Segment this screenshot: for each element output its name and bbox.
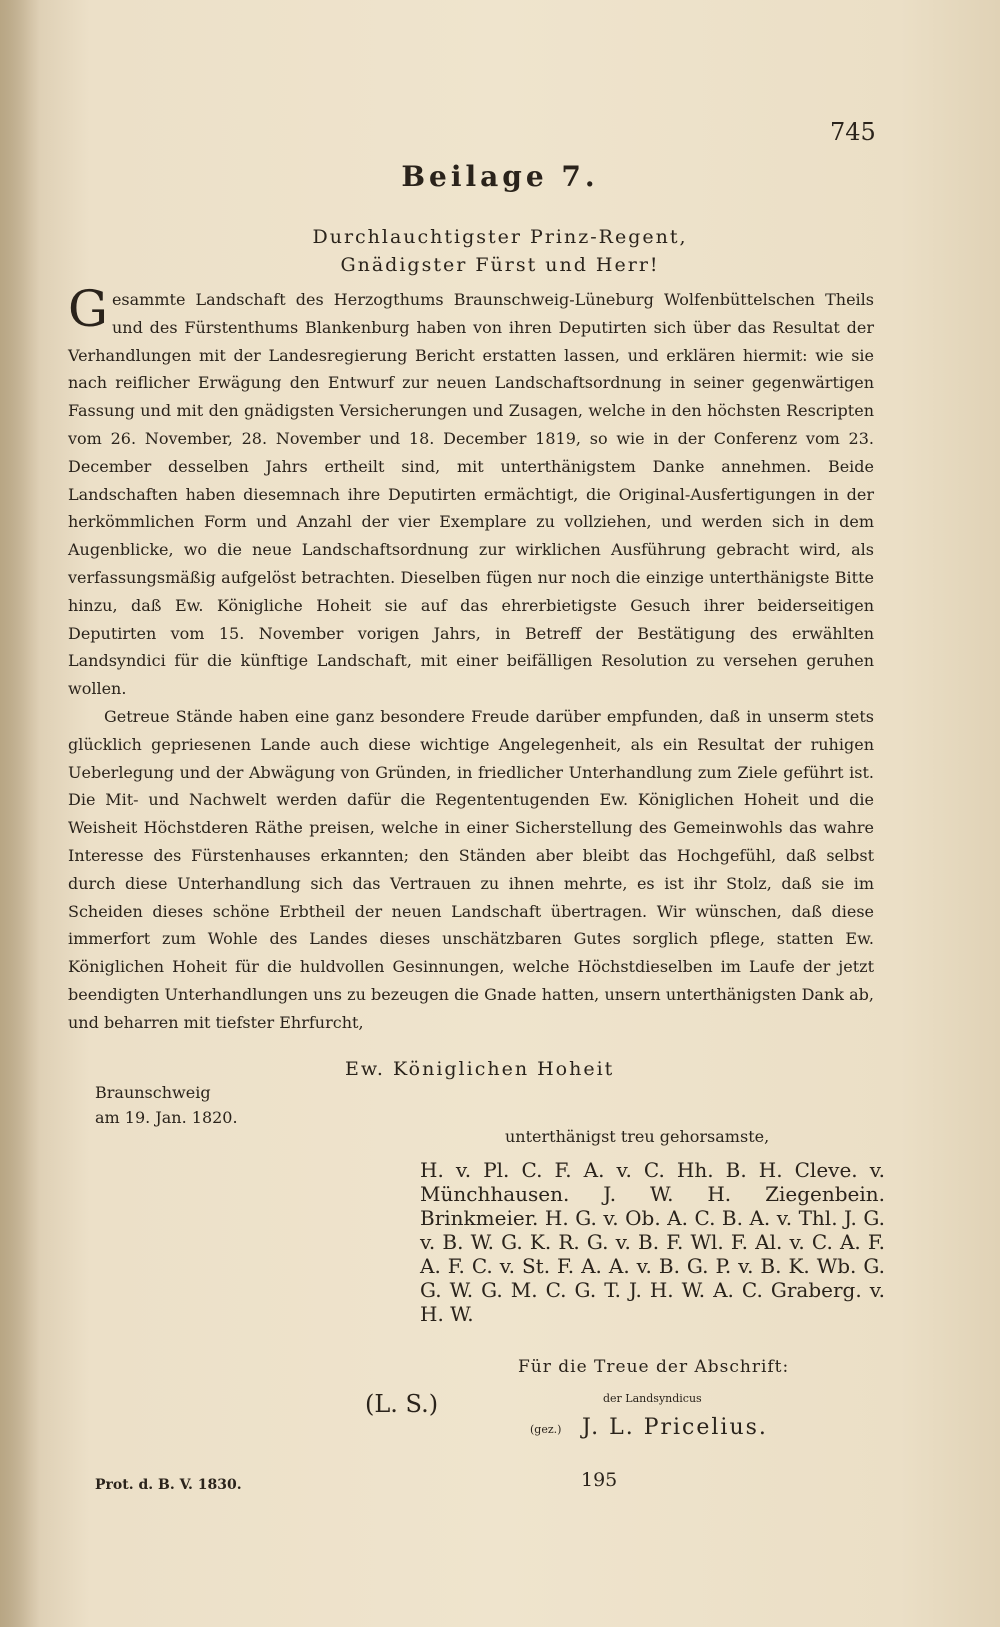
- drop-cap: G: [68, 280, 108, 338]
- signed-mark: (gez.): [530, 1423, 562, 1436]
- paragraph-2: Getreue Stände haben eine ganz besondere Freude darüber empfunden, daß in unserm stets glücklich gepriesenen Lande auch diese wichtige Angelegenheit, als ein Resultat der ruhigen Ueberlegung und der Abwägung von Gründen, in friedlicher Unterhandlung zum Ziele geführt ist. Die Mit- und Nachwelt werden dafür die Regententugenden Ew. Königlichen Hoheit und die Weisheit Höchstderen Räthe preisen, welche in einer Sicherstellung des Gemeinwohls das wahre Interesse des Fürstenhauses erkannten; den Ständen aber bleibt das Hochgefühl, daß selbst durch diese Unterhandlung sich das Vertrauen zu ihnen mehrte, es ist ihr Stolz, daß sie im Scheiden dieses schöne Erbtheil der neuen Landschaft übertragen. Wir wünschen, daß diese immerfort zum Wohle des Landes dieses unschätzbaren Gutes sorglich pflege, statten Ew. Königlichen Hoheit für die huldvollen Gesinnungen, welche Höchstdieselben im Laufe der jetzt beendigten Unterhandlungen uns zu bezeugen die Gnade hatten, unsern unterthänigsten Dank ab, und beharren mit tiefster Ehrfurcht,: [68, 706, 874, 1032]
- copy-certification: Für die Treue der Abschrift:: [518, 1357, 790, 1377]
- paragraph-1-text: esammte Landschaft des Herzogthums Braunschweig-Lüneburg Wolfenbüttelschen Theils und des Fürstenthums Blankenburg haben von ihren Deputirten sich über das Resultat der Verhandlungen mit der Landesregierung Bericht erstatten lassen, und erklären hiermit: wie sie nach reiflicher Erwägung den Entwurf zur neuen Landschaftsordnung in seiner gegenwärtigen Fassung und mit den gnädigsten Versicherungen und Zusagen, welche in den höchsten Rescripten vom 26. November, 28. November und 18. December 1819, so wie in der Conferenz vom 23. December desselben Jahrs ertheilt sind, mit unterthänigstem Danke annehmen. Beide Landschaften haben diesemnach ihre Deputirten ermächtigt, die Original-Ausfertigungen in der herkömmlichen Form und Anzahl der vier Exemplare zu vollziehen, und werden sich in dem Augenblicke, wo die neue Landschaftsordnung zur wirklichen Ausführung gebracht wird, als verfassungsmäßig aufgelöst betrachten. Dieselben fügen nur noch die einzige unterthänigste Bitte hinzu, daß Ew. Königliche Hoheit sie auf das ehrerbietigste Gesuch ihrer beiderseitigen Deputirten vom 15. November vorigen Jahrs, in Betreff der Bestätigung des erwählten Landsyndici für die künftige Landschaft, mit einer beifälligen Resolution zu versehen geruhen wollen.: [68, 290, 874, 699]
- signature-intro: unterthänigst treu gehorsamste,: [505, 1127, 770, 1146]
- syndic-title: der Landsyndicus: [603, 1392, 702, 1405]
- footer-signature-number: 195: [581, 1469, 618, 1491]
- page-number: 745: [830, 118, 876, 146]
- salutation-line-2: Gnädigster Fürst und Herr!: [340, 254, 660, 276]
- letter-body: [68, 280, 874, 1037]
- paragraph-1: [68, 280, 874, 703]
- signatories-list: H. v. Pl. C. F. A. v. C. Hh. B. H. Cleve. v. Münchhausen. J. W. H. Ziegenbein. Brinkmeier. H. G. v. Ob. A. C. B. A. v. Thl. J. G. v. B. W. G. K. R. G. v. B. F. Wl. F. Al. v. C. A. F. A. F. C. v. St. F. A. A. v. B. G. P. v. B. K. Wb. G. G. W. G. M. C. G. T. J. H. W. A. C. Graberg. v. H. W.: [420, 1158, 885, 1326]
- syndic-name: J. L. Pricelius.: [582, 1415, 768, 1440]
- salutation-line-1: Durchlauchtigster Prinz-Regent,: [312, 226, 688, 248]
- place-and-date: [95, 1080, 238, 1130]
- page-title: Beilage 7.: [401, 160, 599, 193]
- date: am 19. Jan. 1820.: [95, 1108, 238, 1127]
- seal-mark: (L. S.): [365, 1390, 439, 1418]
- place: Braunschweig: [95, 1083, 211, 1102]
- closing-formula: Ew. Königlichen Hoheit: [345, 1058, 615, 1080]
- footer-reference: Prot. d. B. V. 1830.: [95, 1477, 242, 1493]
